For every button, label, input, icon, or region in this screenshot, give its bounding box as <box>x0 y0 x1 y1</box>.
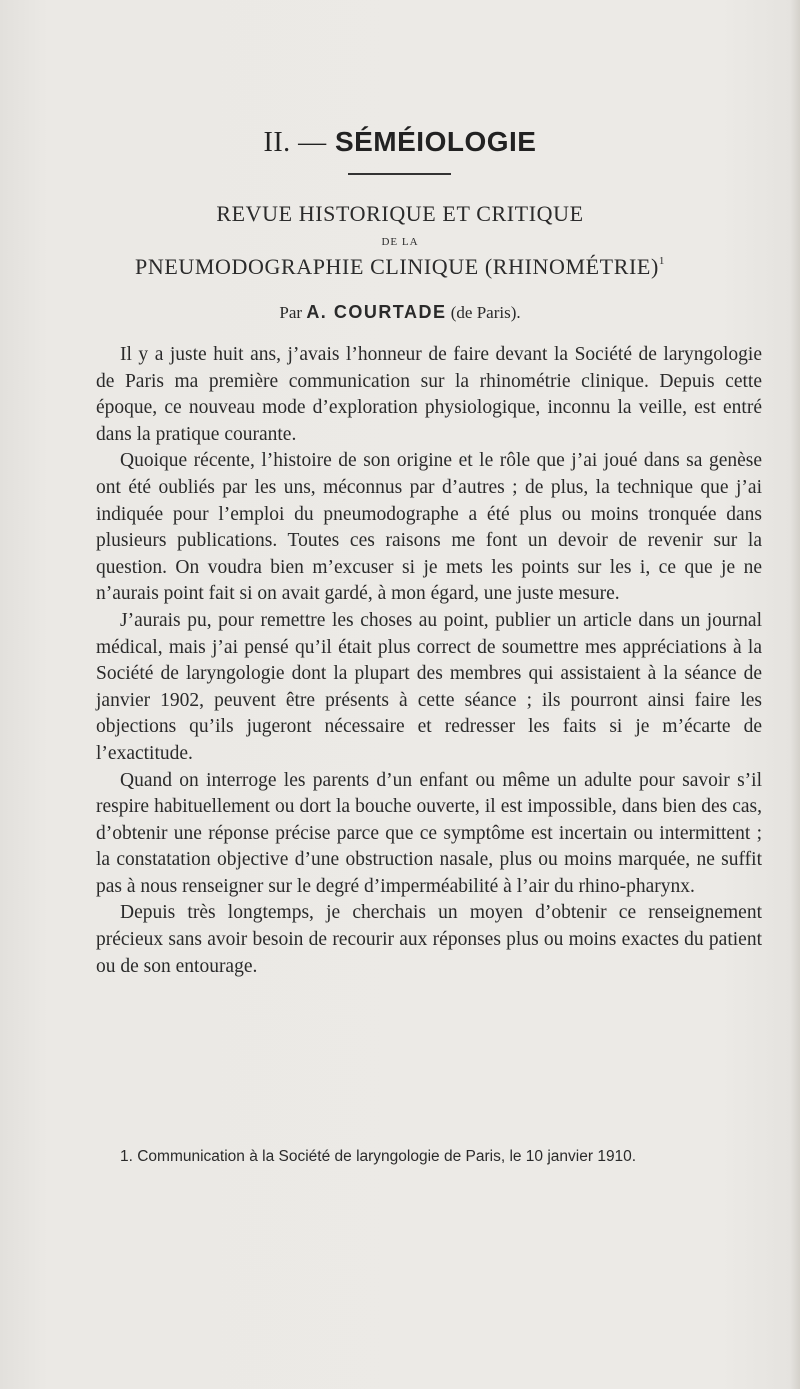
section-number: II. — <box>263 127 327 158</box>
paragraph: Quoique récente, l’histoire de son origine et le rôle que j’ai joué dans sa genèse ont été oubliés par les uns, méconnus par d’autres ; de plus, la technique que j’ai indiquée pour l’emploi du pneumodographe a été plus ou moins tronquée dans plusieurs publications. Toutes ces raisons me font un devoir de revenir sur la question. On voudra bien m’excuser si je mets les points sur les i, ce que je ne n’aurais point fait si on avait gardé, à mon égard, une juste mesure. <box>96 450 762 605</box>
paragraph: Depuis très longtemps, je cherchais un moyen d’obtenir ce renseignement précieux sans avoir besoin de recourir aux réponses plus ou moins exactes du patient ou de son entourage. <box>96 902 762 977</box>
article-title-text: PNEUMODOGRAPHIE CLINIQUE (RHINOMÉTRIE) <box>135 254 659 279</box>
author-name: A. COURTADE <box>306 302 447 322</box>
paragraph: J’aurais pu, pour remettre les choses au point, publier un article dans un journal médical, mais j’ai pensé qu’il était plus correct de soumettre mes appréciations à la Société de laryngologie dont la plupart des membres qui assistaient à la séance de janvier 1902, peuvent être présents à cette séance ; ils pourront ainsi faire les objections qu’ils jugeront nécessaire et redresser les faits si je m’écarte de l’exactitude. <box>96 609 762 764</box>
footnote <box>96 1144 762 1169</box>
paragraph: Quand on interroge les parents d’un enfant ou même un adulte pour savoir s’il respire habituellement ou dort la bouche ouverte, il est impossible, dans bien des cas, d’obtenir une réponse précise parce que ce symptôme est incertain ou intermittent ; la constatation objective d’une obstruction nasale, plus ou moins marquée, ne suffit pas à nous renseigner sur le degré d’imperméabilité à l’air du rhino-pharynx. <box>96 769 762 897</box>
article-title-line1: REVUE HISTORIQUE ET CRITIQUE <box>216 201 584 226</box>
section-heading <box>0 126 800 159</box>
article-title-line3 <box>0 254 800 280</box>
paragraph: Il y a juste huit ans, j’avais l’honneur de faire devant la Société de laryngologie de Paris ma première communication sur la rhinométrie clinique. Depuis cette époque, ce nouveau mode d’exploration physiologique, inconnu la veille, est entré dans la pratique courante. <box>96 344 762 445</box>
title-divider <box>348 173 451 175</box>
byline <box>0 302 800 323</box>
article-body <box>96 342 762 980</box>
section-title: SÉMÉIOLOGIE <box>334 126 537 157</box>
footnote-text: 1. Communication à la Société de laryngologie de Paris, le 10 janvier 1910. <box>120 1148 637 1165</box>
byline-prefix: Par <box>279 303 303 322</box>
footnote-marker: 1 <box>658 255 665 267</box>
author-affiliation: (de Paris). <box>450 303 521 322</box>
article-title-line2: DE LA <box>381 236 419 248</box>
